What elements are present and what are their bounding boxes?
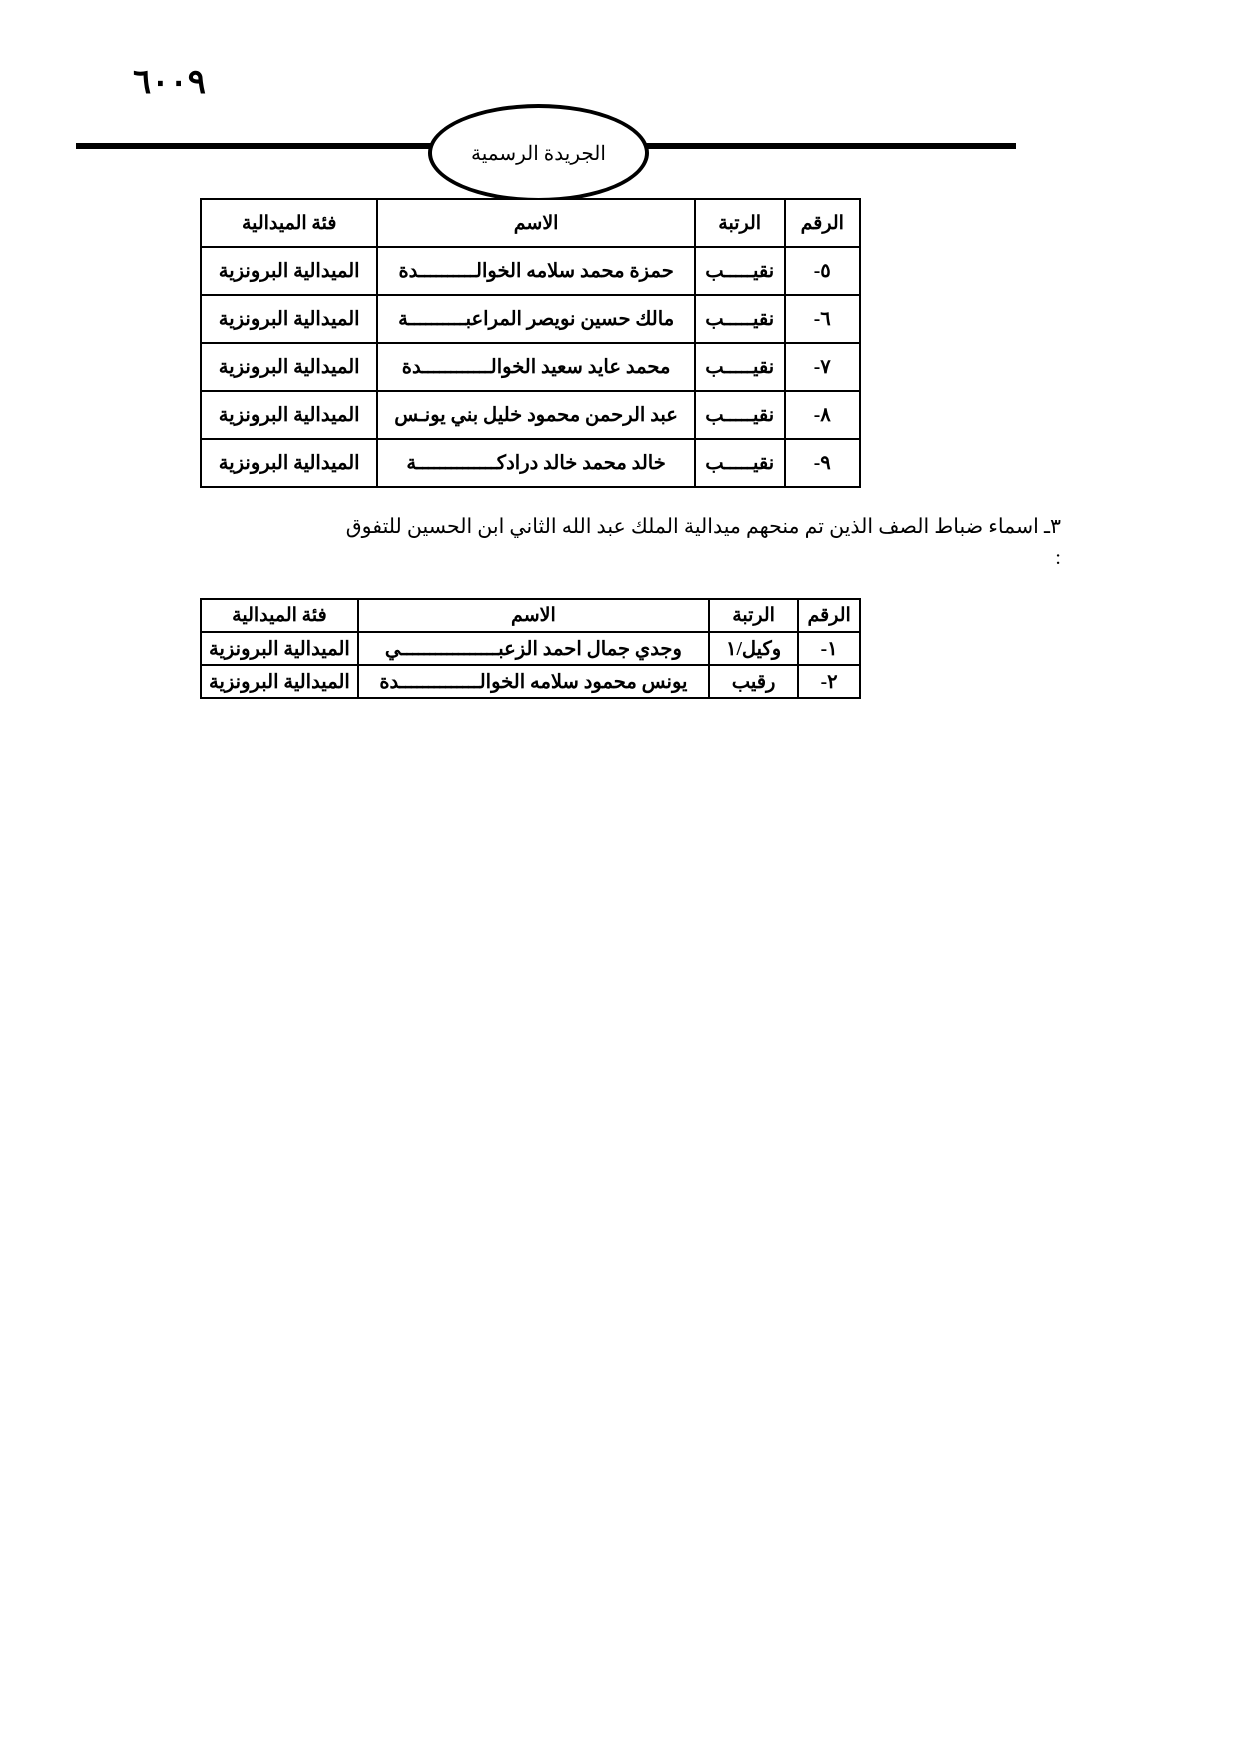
cell-name: يونس محمود سلامه الخوالــــــــــــــدة [358,665,709,698]
page-number: ٦٠٠٩ [133,64,207,101]
cell-number: ٩- [785,439,860,487]
cell-medal: الميدالية البرونزية [201,665,358,698]
cell-number: ٢- [798,665,860,698]
column-header-medal: فئة الميدالية [201,599,358,632]
cell-name: عبد الرحمن محمود خليل بني يونـس [377,391,694,439]
table-row [201,247,860,295]
cell-number: ٦- [785,295,860,343]
cell-medal: الميدالية البرونزية [201,632,358,665]
cell-medal: الميدالية البرونزية [201,247,377,295]
cell-rank: نقيـــــب [695,391,785,439]
column-header-medal: فئة الميدالية [201,199,377,247]
column-header-rank: الرتبة [695,199,785,247]
column-header-name: الاسم [358,599,709,632]
cell-rank: نقيـــــب [695,343,785,391]
section-paragraph: ٣ـ اسماء ضباط الصف الذين تم منحهم ميدالية الملك عبد الله الثاني ابن الحسين للتفوق : [345,516,1061,569]
cell-number: ٥- [785,247,860,295]
cell-number: ٨- [785,391,860,439]
column-header-name: الاسم [377,199,694,247]
column-header-number: الرقم [798,599,860,632]
ncos-medal-table [200,598,861,699]
table-row [201,391,860,439]
cell-number: ٧- [785,343,860,391]
column-header-number: الرقم [785,199,860,247]
table-header-row [201,199,860,247]
cell-medal: الميدالية البرونزية [201,391,377,439]
table-header-row [201,599,860,632]
cell-name: خالد محمد خالد درادكــــــــــــــة [377,439,694,487]
table-row [201,295,860,343]
cell-rank: رقيب [709,665,798,698]
cell-rank: وكيل/١ [709,632,798,665]
table-row [201,665,860,698]
cell-medal: الميدالية البرونزية [201,439,377,487]
cell-name: محمد عايد سعيد الخوالــــــــــــدة [377,343,694,391]
table-row [201,343,860,391]
cell-medal: الميدالية البرونزية [201,343,377,391]
cell-rank: نقيـــــب [695,439,785,487]
cell-name: مالك حسين نويصر المراعبــــــــــة [377,295,694,343]
cell-name: وجدي جمال احمد الزعبـــــــــــــــــي [358,632,709,665]
officers-medal-table [200,198,861,488]
cell-rank: نقيـــــب [695,295,785,343]
official-gazette-label: الجريدة الرسمية [471,142,606,165]
table-row [201,439,860,487]
cell-rank: نقيـــــب [695,247,785,295]
table-row [201,632,860,665]
cell-medal: الميدالية البرونزية [201,295,377,343]
cell-number: ١- [798,632,860,665]
column-header-rank: الرتبة [709,599,798,632]
official-gazette-oval [428,104,649,202]
cell-name: حمزة محمد سلامه الخوالــــــــــدة [377,247,694,295]
